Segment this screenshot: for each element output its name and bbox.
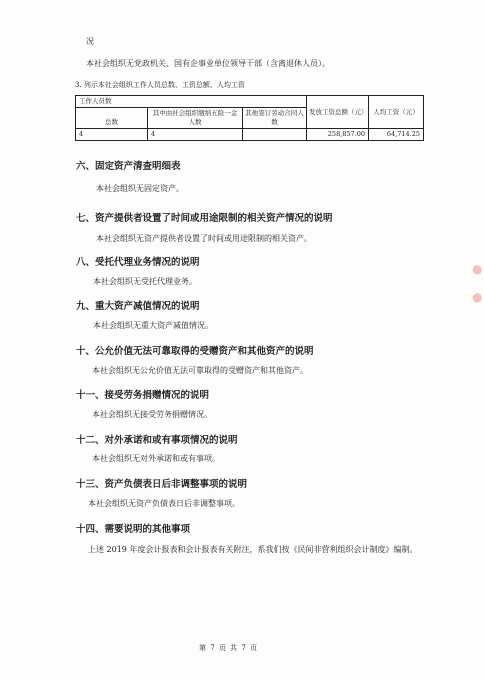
- section-body: 本社会组织无接受劳务捐赠情况。: [92, 410, 212, 419]
- social-insurance-header: 其中由社会组织缴纳五险一金人数: [148, 108, 243, 129]
- section-body: 本社会组织无重大资产减值情况。: [93, 321, 213, 330]
- stamp-fragment: ●: [472, 262, 483, 276]
- section-title: 八、受托代理业务情况的说明: [76, 257, 200, 268]
- table-header-row: [76, 96, 424, 108]
- other-contract-header: 其他签订劳动合同人数: [243, 108, 307, 129]
- avg-wage-header: 人均工资（元）: [369, 96, 424, 129]
- wages-total-header: 发放工资总额（元）: [307, 96, 369, 129]
- item3-title: 3. 列示本社会组织工作人员总数、工资总额、人均工资: [75, 81, 245, 89]
- stamp-fragment: ●: [472, 290, 483, 304]
- section-title: 十二、对外承诺和或有事项情况的说明: [76, 435, 238, 446]
- staff-wage-table: [75, 95, 424, 141]
- wages-total-cell: 258,857.00: [307, 129, 369, 141]
- total-cell: 4: [76, 129, 148, 141]
- no-party-cadres-text: 本社会组织无党政机关、国有企事业单位领导干部（含离退休人员）。: [86, 59, 330, 68]
- section-body: 上述 2019 年度会计报表和会计报表有关附注，系我们按《民间非营利组织会计制度》编制。: [88, 545, 418, 554]
- section-title: 九、重大资产减值情况的说明: [76, 301, 200, 312]
- section-body: 本社会组织无固定资产。: [96, 184, 184, 193]
- section-title: 十一、接受劳务捐赠情况的说明: [76, 390, 210, 401]
- total-header: 总数: [76, 108, 148, 129]
- avg-wage-cell: 64,714.25: [369, 129, 424, 141]
- section-body: 本社会组织无受托代理业务。: [93, 277, 197, 286]
- section-title: 十、公允价值无法可靠取得的受赠资产和其他资产的说明: [76, 346, 314, 357]
- section-body: 本社会组织无公允价值无法可靠取得的受赠资产和其他资产。: [92, 366, 308, 375]
- section-title: 六、固定资产清查明细表: [76, 161, 181, 172]
- section-body: 本社会组织无资产负债表日后非调整事项。: [88, 499, 240, 508]
- section-title: 七、资产提供者设置了时间或用途限制的相关资产情况的说明: [76, 213, 333, 224]
- section-title: 十三、资产负债表日后非调整事项的说明: [76, 479, 248, 490]
- table-row: [76, 129, 424, 141]
- staff-count-group-header: 工作人员数: [76, 96, 307, 108]
- section-body: 本社会组织无对外承诺和或有事项。: [92, 454, 220, 463]
- page-number: 第 7 页 共 7 页: [199, 644, 259, 652]
- section-title: 十四、需要说明的其他事项: [76, 524, 191, 535]
- top-fragment: 况: [86, 37, 94, 46]
- section-body: 本社会组织无资产提供者设置了时间或用途限制的相关资产。: [96, 234, 312, 243]
- other-contract-cell: [243, 129, 307, 141]
- social-insurance-cell: 4: [148, 129, 243, 141]
